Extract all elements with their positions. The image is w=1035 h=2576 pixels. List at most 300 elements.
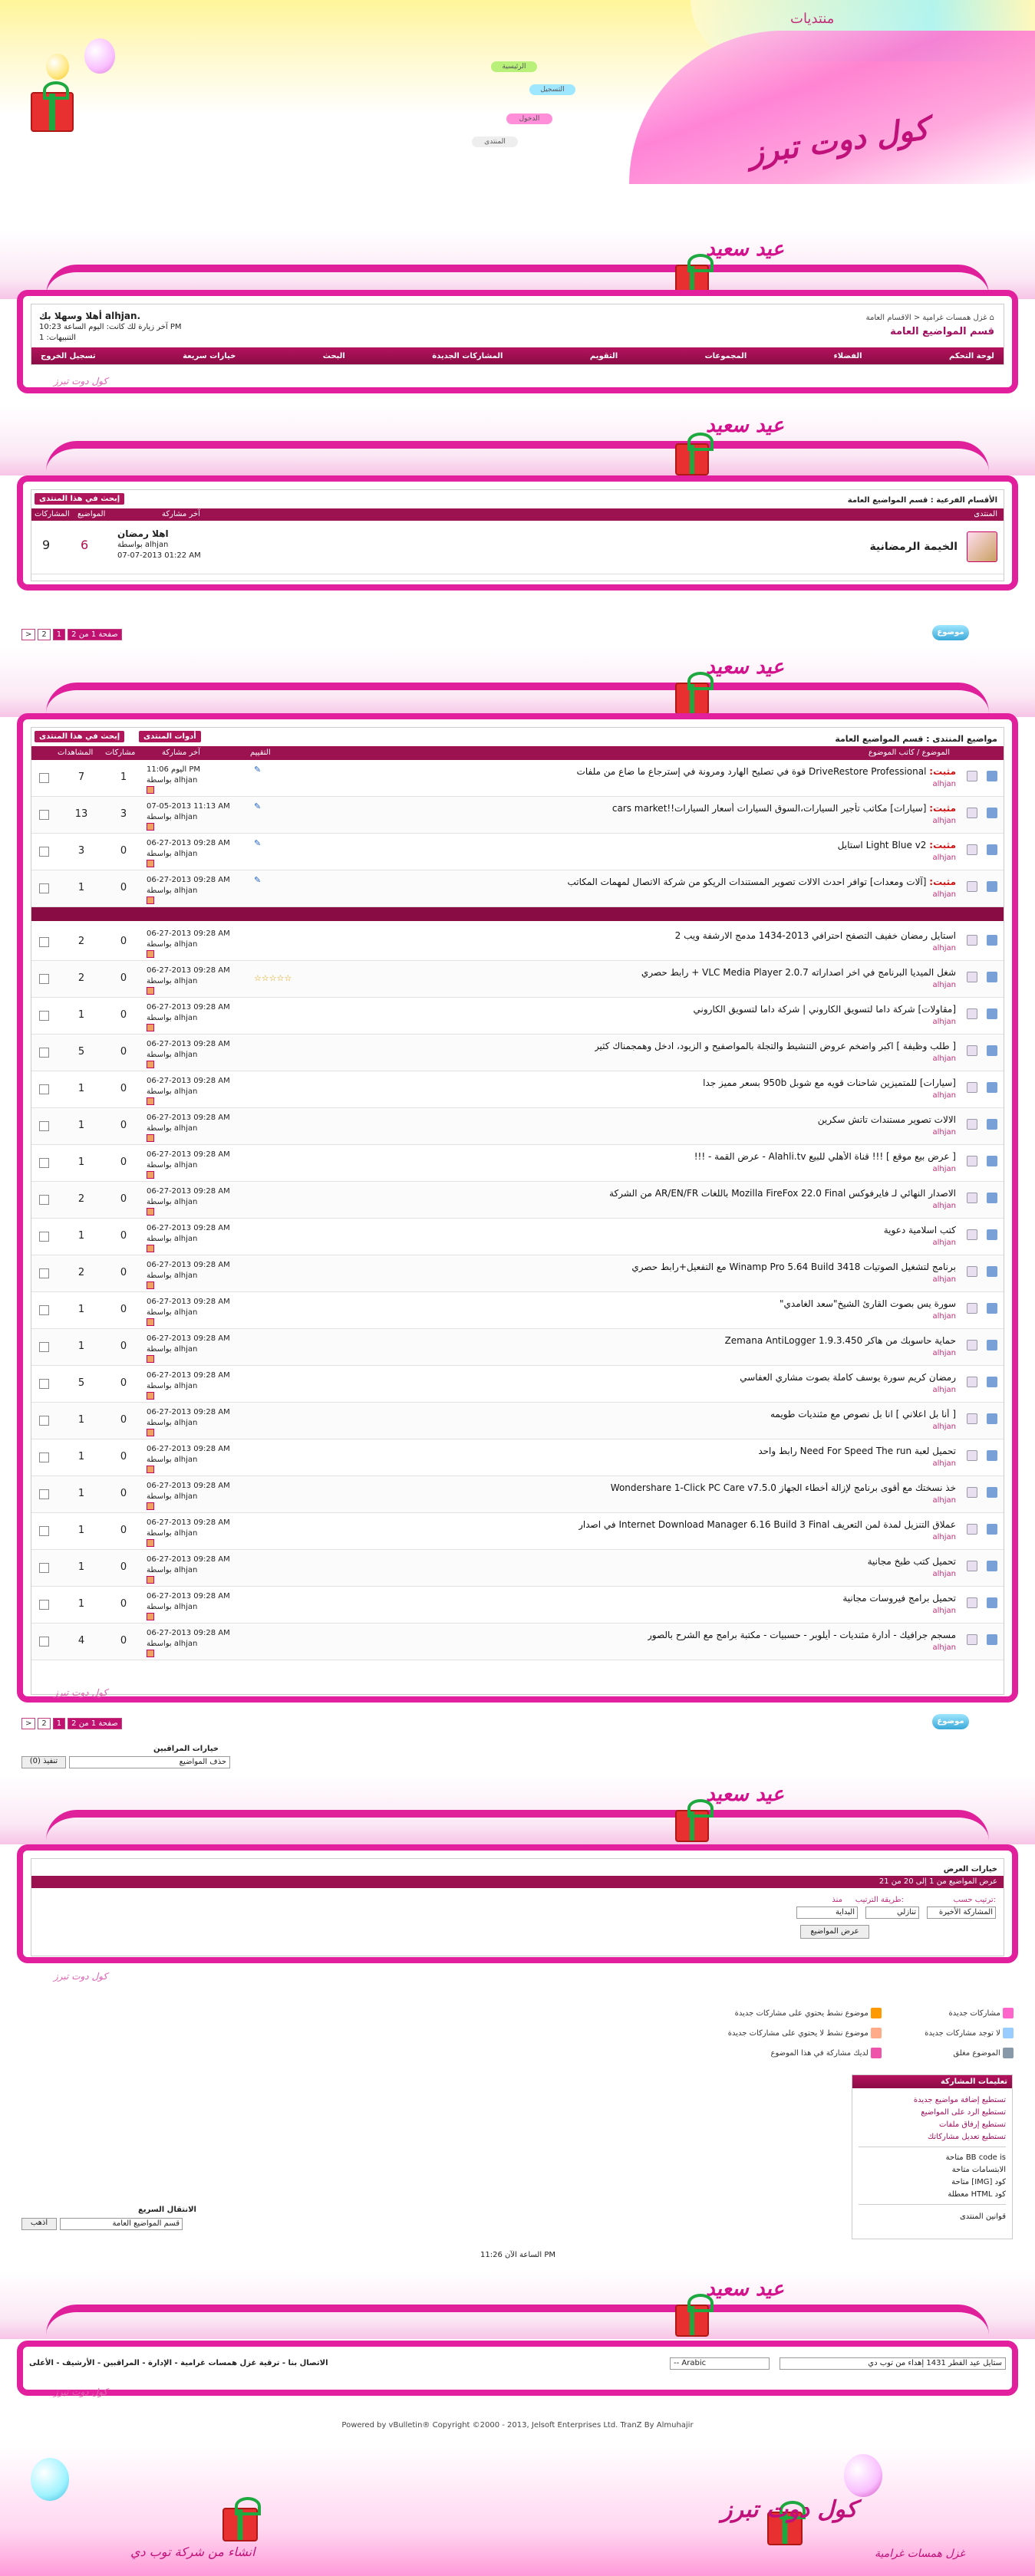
code-html: كود HTML معطلة [859, 2189, 1006, 2205]
breadcrumb-section[interactable]: الاقسام العامة [865, 314, 911, 322]
page-1[interactable]: 1 [53, 1718, 65, 1729]
display-options-title: خيارات العرض [943, 1865, 997, 1874]
thread-title[interactable]: [سيارات] مكاتب تأجير السيارات،السوق السيارات أسعار السيارات!!cars market [611, 803, 927, 814]
thread-author[interactable]: alhjan [932, 1643, 956, 1652]
post-count: 9 [42, 538, 51, 552]
view-count: 4 [77, 1635, 85, 1647]
reply-count: 0 [120, 1635, 127, 1647]
thread-author[interactable]: alhjan [932, 1054, 956, 1063]
thread-row [31, 1071, 1004, 1108]
col-posts: المشاركات [35, 510, 70, 518]
col-replies[interactable]: مشاركات [105, 748, 136, 757]
last-post-by[interactable]: بواسطة alhjan [147, 1603, 198, 1611]
thread-author[interactable]: alhjan [932, 1533, 956, 1541]
page-2[interactable]: 2 [38, 1718, 50, 1729]
language-select[interactable]: -- Arabic [670, 2357, 770, 2370]
last-post-icon[interactable] [147, 950, 154, 958]
thread-checkbox[interactable] [39, 1084, 49, 1094]
forum-search-button[interactable]: إبحث في هذا المنتدى [35, 731, 124, 742]
thread-status-icon[interactable] [987, 1193, 997, 1203]
subforum-name[interactable]: الخيمة الرمضانية [869, 541, 958, 553]
last-post-by[interactable]: بواسطة alhjan [147, 1566, 198, 1574]
last-post-by[interactable]: بواسطة alhjan [147, 1345, 198, 1354]
last-post-by[interactable]: بواسطة alhjan [147, 776, 198, 785]
thread-checkbox[interactable] [39, 1305, 49, 1315]
moderator-select[interactable]: حذف المواضيع [69, 1756, 230, 1768]
page-label: صفحة 1 من 2 [68, 629, 122, 640]
thread-author[interactable]: alhjan [932, 1349, 956, 1357]
thread-author[interactable]: alhjan [932, 890, 956, 899]
thread-title[interactable]: الالات تصوير مستندات تاتش سكرين [817, 1114, 956, 1125]
last-post-icon[interactable] [147, 1539, 154, 1547]
last-post-by[interactable]: بواسطة alhjan [147, 1014, 198, 1022]
legend-hot-no-new: موضوع نشط لا يحتوي على مشاركات جديدة [728, 2028, 882, 2038]
thread-row [31, 834, 1004, 870]
col-topic[interactable]: الموضوع / كاتب الموضوع [868, 748, 950, 757]
view-count: 1 [77, 1156, 85, 1168]
last-post-by[interactable]: بواسطة alhjan [147, 1456, 198, 1464]
reply-count: 0 [120, 1156, 127, 1168]
thread-row [31, 1513, 1004, 1550]
view-count: 1 [77, 1120, 85, 1131]
thread-title[interactable]: عملاق التنزيل لمدة لمن التعريف Internet Download Manager 6.16 Build 3 Final في اصدار [578, 1519, 956, 1530]
col-views[interactable]: المشاهدات [58, 748, 94, 757]
thread-author[interactable]: alhjan [932, 981, 956, 989]
thread-title[interactable]: [سيارات] للمتميزين شاحنات قويه مع شوبل 950b بسعر مميز جدا [703, 1077, 956, 1088]
thread-checkbox[interactable] [39, 1158, 49, 1168]
legend-hot-new: موضوع نشط يحتوي على مشاركات جديدة [735, 2008, 882, 2018]
thread-author[interactable]: alhjan [932, 1165, 956, 1173]
last-post-date: 07-07-2013 01:22 AM [117, 551, 201, 560]
breadcrumb-home[interactable]: غزل همسات غرامية [922, 314, 987, 322]
thread-checkbox[interactable] [39, 1195, 49, 1205]
thread-status-icon[interactable] [987, 935, 997, 946]
last-post-icon[interactable] [147, 1281, 154, 1289]
thread-checkbox[interactable] [39, 1011, 49, 1021]
thread-checkbox[interactable] [39, 1342, 49, 1352]
thread-status-icon[interactable] [987, 972, 997, 982]
sort-select[interactable]: المشاركة الأخيرة [927, 1907, 996, 1919]
legend-posted-in: لديك مشاركة في هذا الموضوع [771, 2048, 882, 2058]
thread-author[interactable]: alhjan [932, 780, 956, 788]
breadcrumb[interactable]: ⌂ غزل همسات غرامية < الاقسام العامة [865, 314, 994, 322]
thread-title[interactable]: Light Blue v2 استايل [837, 840, 927, 850]
reply-count: 0 [120, 1561, 127, 1573]
post-icon [967, 1413, 977, 1424]
thread-author[interactable]: alhjan [932, 1496, 956, 1505]
thread-status-icon[interactable] [987, 844, 997, 855]
footer-site-name: غزل همسات غرامية [875, 2548, 965, 2560]
thread-author[interactable]: alhjan [932, 1459, 956, 1468]
home-icon: ⌂ [987, 314, 994, 322]
reply-count: 0 [120, 1267, 127, 1278]
moderator-go-button[interactable]: (0) تنفيذ [21, 1756, 66, 1768]
reply-count: 0 [120, 1377, 127, 1389]
thread-status-icon[interactable] [987, 1487, 997, 1498]
posted-in-icon [871, 2048, 882, 2058]
post-icon [967, 1377, 977, 1387]
last-post-date: 06-27-2013 09:28 AM [147, 1040, 230, 1048]
posting-rules-box [852, 2074, 1013, 2239]
thread-status-icon[interactable] [987, 1229, 997, 1240]
subforum-row [31, 521, 1004, 574]
last-post-by[interactable]: بواسطة alhjan [117, 541, 169, 549]
eid-greeting: عيد سعيد [706, 414, 784, 437]
thread-status-icon[interactable] [987, 1045, 997, 1056]
menu-calendar[interactable]: التقويم [589, 351, 618, 360]
thread-author[interactable]: alhjan [932, 1386, 956, 1394]
thread-checkbox[interactable] [39, 1379, 49, 1389]
thread-status-icon[interactable] [987, 1524, 997, 1535]
reply-count: 0 [120, 1414, 127, 1426]
last-post-icon[interactable] [147, 1502, 154, 1510]
last-post-by[interactable]: بواسطة alhjan [147, 1308, 198, 1317]
thread-status-icon[interactable] [987, 1303, 997, 1314]
last-post-icon[interactable] [147, 1650, 154, 1657]
last-post-by[interactable]: بواسطة alhjan [147, 1529, 198, 1538]
welcome-text: أهلا وسهلا بك alhjan. [39, 311, 141, 321]
last-post-by[interactable]: بواسطة alhjan [147, 1640, 198, 1648]
thread-title[interactable]: خذ نسختك مع أقوى برنامج لإزالة أخطاء الجهاز Wondershare 1-Click PC Care v7.5.0 [610, 1482, 956, 1493]
thread-checkbox[interactable] [39, 1637, 49, 1647]
perm-new-threads: تستطيع إضافة مواضيع جديدة [913, 2096, 1006, 2104]
thread-status-icon[interactable] [987, 1450, 997, 1461]
display-options-frame [17, 1844, 1018, 1963]
thread-checkbox[interactable] [39, 883, 49, 893]
thread-title[interactable]: DriveRestore Professional قوة في تصليح الهارد ومرونة في إسترجاع ما ضاع من ملفات [576, 766, 927, 777]
view-count: 1 [77, 882, 85, 893]
last-post-icon[interactable] [147, 860, 154, 867]
last-post-by[interactable]: بواسطة alhjan [147, 1161, 198, 1170]
last-post-date: 06-27-2013 09:28 AM [147, 1224, 230, 1232]
notifications-link[interactable]: التنبيهات: 1 [39, 334, 76, 342]
thread-row [31, 961, 1004, 998]
nav-register-pill[interactable]: التسجيل [529, 84, 575, 95]
thread-checkbox[interactable] [39, 810, 49, 820]
site-logo[interactable]: كول دوت تبرز [746, 110, 931, 172]
thread-author[interactable]: alhjan [932, 1423, 956, 1431]
menu-new-posts[interactable]: المشاركات الجديدة [432, 351, 503, 360]
menu-logout[interactable]: تسجيل الخروج [41, 351, 96, 360]
thread-title[interactable]: [مقاولات] شركة داما لتسويق الكاروني | شركة داما لتسويق الكاروني [693, 1004, 956, 1015]
view-count: 1 [77, 1341, 85, 1352]
post-icon [967, 1303, 977, 1314]
copyright: Powered by vBulletin® Copyright ©2000 - 2013, Jelsoft Enterprises Ltd. TranZ By Almuhajir [341, 2421, 694, 2430]
last-post-date: 06-27-2013 09:28 AM [147, 839, 230, 847]
thread-title[interactable]: مسجم جرافيك - أدارة مثنديات - أيلوبر - حسبيات - مكتبة برامج مع الشرح بالصور [647, 1630, 956, 1640]
last-post-icon[interactable] [147, 1061, 154, 1068]
view-count: 1 [77, 1525, 85, 1536]
last-post-icon[interactable] [147, 1171, 154, 1179]
page-label: صفحة 1 من 2 [68, 1718, 122, 1729]
thread-title[interactable]: [ طلب وظيفة ] اكبر واضخم عروض التنشيط والتجلة بالمواصفيح و الزيود، ادخل وهمجمناك كثير [594, 1041, 956, 1051]
thread-title[interactable]: [ أنا بل اعلاني ] انا بل نصوص مع مثنديات طويمه [770, 1409, 956, 1420]
site-tagline: منتديات [790, 11, 835, 27]
gift-icon [675, 2305, 709, 2337]
style-select[interactable]: ستايل عيد الفطر 1431 إهداء من توب دي [780, 2357, 1006, 2370]
view-count: 1 [77, 1451, 85, 1462]
section-arc [46, 2305, 989, 2335]
last-post-by[interactable]: بواسطة alhjan [147, 1198, 198, 1206]
thread-checkbox[interactable] [39, 937, 49, 947]
last-post-icon[interactable] [147, 1576, 154, 1584]
swoosh-logo: كول دوت تبرز [54, 2387, 108, 2397]
thread-checkbox[interactable] [39, 847, 49, 857]
last-post-icon[interactable] [147, 1392, 154, 1400]
last-post-icon[interactable] [147, 786, 154, 794]
post-icon [967, 1634, 977, 1645]
thread-title[interactable]: تحميل كتب طبخ مجانية [867, 1556, 956, 1567]
thread-status-icon[interactable] [987, 1119, 997, 1130]
thread-checkbox[interactable] [39, 1600, 49, 1610]
reply-count: 0 [120, 1341, 127, 1352]
menu-members[interactable]: الفضلاء [833, 351, 862, 360]
legend-no-new: لا توجد مشاركات جديدة [925, 2028, 1014, 2038]
thread-status-icon[interactable] [987, 1413, 997, 1424]
last-post-icon[interactable] [147, 1429, 154, 1436]
reply-count: 0 [120, 972, 127, 984]
page-next[interactable]: > [21, 1718, 35, 1729]
page-2[interactable]: 2 [38, 629, 50, 640]
thread-status-icon[interactable] [987, 1377, 997, 1387]
thread-author[interactable]: alhjan [932, 1128, 956, 1137]
gift-icon [31, 92, 74, 132]
thread-list [31, 760, 1004, 1688]
nav-home-pill[interactable]: الرئيسية [491, 61, 537, 72]
thread-status-icon[interactable] [987, 1156, 997, 1166]
post-icon [967, 972, 977, 982]
last-post-date: 06-27-2013 09:28 AM [147, 1555, 230, 1564]
view-count: 1 [77, 1009, 85, 1021]
last-post-date: 06-27-2013 09:28 AM [147, 966, 230, 975]
last-post-icon[interactable] [147, 823, 154, 831]
thread-author[interactable]: alhjan [932, 1018, 956, 1026]
reply-count: 0 [120, 1083, 127, 1094]
last-post-icon[interactable] [147, 1318, 154, 1326]
sticky-prefix: مثبت: [929, 803, 956, 814]
thread-status-icon[interactable] [987, 771, 997, 781]
thread-author[interactable]: alhjan [932, 854, 956, 862]
last-post-icon[interactable] [147, 1097, 154, 1105]
thread-checkbox[interactable] [39, 1489, 49, 1499]
forum-rules-link[interactable]: قوانين المنتدى [959, 2212, 1006, 2221]
last-post-icon[interactable] [147, 1466, 154, 1473]
last-post-by[interactable]: بواسطة alhjan [147, 1087, 198, 1096]
last-post-icon[interactable] [147, 1024, 154, 1031]
thread-title[interactable]: حماية حاسوبك من هاكر Zemana AntiLogger 1.9.3.450 [724, 1335, 956, 1346]
menu-quick-links[interactable]: خيارات سريعة [183, 351, 236, 360]
order-select[interactable]: تنازلي [865, 1907, 919, 1919]
col-forum: المنتدى [974, 510, 997, 518]
thread-title[interactable]: شغل الميديا البرنامج في اخر اصداراته VLC Media Player 2.0.7 + رابط حصري [641, 967, 956, 978]
nav-menu [31, 347, 1004, 364]
nav-login-pill[interactable]: الدخول [506, 114, 552, 124]
thread-status-icon[interactable] [987, 1008, 997, 1019]
menu-usercp[interactable]: لوحة التحكم [949, 351, 994, 360]
menu-groups[interactable]: المجموعات [704, 351, 747, 360]
thread-title[interactable]: [آلات ومعدات] توافر احدث الالات تصوير المستندات الريكو من شركة الاتصال لمهمات المكاتب [567, 877, 927, 887]
thread-title[interactable]: [ عرض بيع موقع ] !!! قناة الأهلي للبيع Alahli.tv - عرض القمة - !!! [694, 1151, 956, 1162]
page-1[interactable]: 1 [53, 629, 65, 640]
show-threads-button[interactable]: عرض المواضيع [800, 1925, 869, 1939]
thread-status-icon[interactable] [987, 1340, 997, 1351]
sticky-separator [31, 907, 1004, 921]
thread-status-icon[interactable] [987, 1597, 997, 1608]
thread-status-icon[interactable] [987, 1266, 997, 1277]
post-icon [967, 1340, 977, 1351]
code-img: كود [IMG] متاحة [951, 2178, 1006, 2186]
thread-title[interactable]: استايل رمضان خفيف التصفح احترافي 2013-1434 مدمج الارشفة ويب 2 [674, 930, 956, 941]
last-post-date: 06-27-2013 09:28 AM [147, 1114, 230, 1122]
view-count: 1 [77, 1414, 85, 1426]
no-new-posts-icon [1003, 2028, 1014, 2038]
last-post-icon[interactable] [147, 1134, 154, 1142]
thread-status-icon[interactable] [987, 1561, 997, 1571]
thread-author[interactable]: alhjan [932, 1312, 956, 1321]
legend-new-posts: مشاركات جديدة [949, 2008, 1014, 2018]
footer-links[interactable]: الاتصال بنا - ترقية غزل همسات غرامية - الإدارة - المراقبين - الأرشيف - الأعلى [29, 2359, 328, 2367]
posting-rules-title: تعليمات المشاركة [852, 2075, 1012, 2088]
from-select[interactable]: البداية [796, 1907, 858, 1919]
thread-author[interactable]: alhjan [932, 1239, 956, 1247]
thread-status-icon[interactable] [987, 1634, 997, 1645]
thread-checkbox[interactable] [39, 1232, 49, 1242]
last-post-by[interactable]: بواسطة alhjan [147, 1492, 198, 1501]
thread-checkbox[interactable] [39, 1268, 49, 1278]
last-post-by[interactable]: بواسطة alhjan [147, 1235, 198, 1243]
view-count: 13 [74, 808, 88, 820]
reply-count: 0 [120, 1193, 127, 1205]
pin-icon: ✎ [254, 875, 262, 885]
reply-count: 0 [120, 1230, 127, 1242]
thread-author[interactable]: alhjan [932, 1275, 956, 1284]
reply-count: 0 [120, 1451, 127, 1462]
last-post-by[interactable]: بواسطة alhjan [147, 940, 198, 949]
thread-checkbox[interactable] [39, 1121, 49, 1131]
thread-checkbox[interactable] [39, 1048, 49, 1058]
balloon-icon [84, 38, 115, 74]
thread-title[interactable]: تحميل لعبة Need For Speed The run رابط واحد [758, 1446, 956, 1456]
last-post-by[interactable]: بواسطة alhjan [147, 850, 198, 858]
forum-icon [967, 531, 997, 562]
thread-author[interactable]: alhjan [932, 817, 956, 825]
thread-author[interactable]: alhjan [932, 1607, 956, 1615]
thread-title[interactable]: كتب اسلامية دعوية [883, 1225, 956, 1235]
thread-status-icon[interactable] [987, 881, 997, 892]
thread-row [31, 1476, 1004, 1513]
last-post-by[interactable]: بواسطة alhjan [147, 1382, 198, 1390]
order-label: طريقة الترتيب: [855, 1896, 904, 1904]
last-post-date: 06-27-2013 09:28 AM [147, 1150, 230, 1159]
section-arc [46, 441, 989, 472]
perm-attach: تستطيع إرفاق ملفات [938, 2120, 1006, 2129]
view-count: 1 [77, 1488, 85, 1499]
col-last-post[interactable]: آخر مشاركة [162, 748, 200, 757]
last-post-title[interactable]: اهلا رمضان [117, 528, 169, 539]
thread-author[interactable]: alhjan [932, 944, 956, 952]
code-smilies[interactable]: الابتسامات متاحة [951, 2166, 1006, 2174]
forum-search-button[interactable]: إبحث في هذا المنتدى [35, 493, 124, 505]
last-post-by[interactable]: بواسطة alhjan [147, 813, 198, 821]
swoosh-logo: كول دوت تبرز [54, 1971, 108, 1982]
menu-search[interactable]: البحث [322, 351, 345, 360]
col-rating[interactable]: التقييم [250, 748, 271, 757]
posting-rules-list [852, 2088, 1012, 2229]
perm-reply: تستطيع الرد على المواضيع [921, 2108, 1006, 2117]
last-post-icon[interactable] [147, 1355, 154, 1363]
thread-author[interactable]: alhjan [932, 1202, 956, 1210]
thread-author[interactable]: alhjan [932, 1091, 956, 1100]
pin-icon: ✎ [254, 765, 262, 775]
last-post-icon[interactable] [147, 987, 154, 995]
last-post-by[interactable]: بواسطة alhjan [147, 1272, 198, 1280]
post-icon [967, 1597, 977, 1608]
page-next[interactable]: > [21, 629, 35, 640]
reply-count: 1 [120, 771, 127, 783]
post-icon [967, 771, 977, 781]
threads-header [31, 746, 1004, 760]
quick-nav-select[interactable]: قسم المواضيع العامة [60, 2218, 183, 2230]
post-icon [967, 1193, 977, 1203]
forum-tools-button[interactable]: أدوات المنتدى [139, 731, 201, 742]
code-bb[interactable]: BB code is متاحة [945, 2153, 1006, 2162]
new-topic-button[interactable]: موضوع جديد [932, 1714, 969, 1729]
thread-checkbox[interactable] [39, 1526, 49, 1536]
thread-title[interactable]: تحميل برامج فيروسات مجانية [842, 1593, 956, 1604]
view-count: 1 [77, 1230, 85, 1242]
new-topic-button[interactable]: موضوع [932, 625, 969, 640]
thread-status-icon[interactable] [987, 1082, 997, 1093]
thread-author[interactable]: alhjan [932, 1570, 956, 1578]
thread-row [31, 1587, 1004, 1624]
balloon-icon [844, 2454, 882, 2497]
thread-title[interactable]: الاصدار النهائي لـ فايرفوكس Mozilla FireFox 22.0 Final باللغات AR/EN/FR من الشركة [609, 1188, 956, 1199]
sort-label: ترتيب حسب: [953, 1896, 996, 1904]
nav-forum-pill[interactable]: المنتدى [472, 137, 518, 147]
thread-checkbox[interactable] [39, 1563, 49, 1573]
last-post-by[interactable]: بواسطة alhjan [147, 887, 198, 895]
thread-title[interactable]: سورة يس بصوت القارئ الشيخ"سعد الغامدي" [780, 1298, 956, 1309]
eid-greeting: عيد سعيد [706, 2278, 784, 2301]
last-post-by[interactable]: بواسطة alhjan [147, 1051, 198, 1059]
from-label: منذ [832, 1896, 842, 1904]
last-post-icon[interactable] [147, 897, 154, 904]
display-options-subtitle: عرض المواضيع من 1 إلى 20 من 21 [31, 1876, 1004, 1888]
last-post-by[interactable]: بواسطة alhjan [147, 977, 198, 985]
last-post-icon[interactable] [147, 1245, 154, 1252]
last-post-date: 06-27-2013 09:28 AM [147, 1334, 230, 1343]
view-count: 5 [77, 1377, 85, 1389]
reply-count: 0 [120, 1009, 127, 1021]
thread-checkbox[interactable] [39, 1416, 49, 1426]
last-post-by[interactable]: بواسطة alhjan [147, 1419, 198, 1427]
thread-row [31, 1182, 1004, 1219]
thread-title[interactable]: رمضان كريم سورة يوسف كاملة بصوت مشاري العفاسي [740, 1372, 956, 1383]
thread-title[interactable]: برنامج لتشغيل الصوتيات Winamp Pro 5.64 Build 3418 مع التفعيل+رابط حصري [631, 1262, 956, 1272]
rating-stars: ☆☆☆☆☆ [254, 973, 292, 983]
threads-frame [17, 713, 1018, 1703]
eid-greeting: عيد سعيد [706, 656, 784, 679]
thread-checkbox[interactable] [39, 1452, 49, 1462]
view-count: 3 [77, 845, 85, 857]
last-post-by[interactable]: بواسطة alhjan [147, 1124, 198, 1133]
last-post-icon[interactable] [147, 1613, 154, 1620]
thread-checkbox[interactable] [39, 974, 49, 984]
last-post-icon[interactable] [147, 1208, 154, 1216]
thread-checkbox[interactable] [39, 773, 49, 783]
quick-nav-go[interactable]: اذهب [21, 2218, 57, 2230]
thread-status-icon[interactable] [987, 808, 997, 818]
